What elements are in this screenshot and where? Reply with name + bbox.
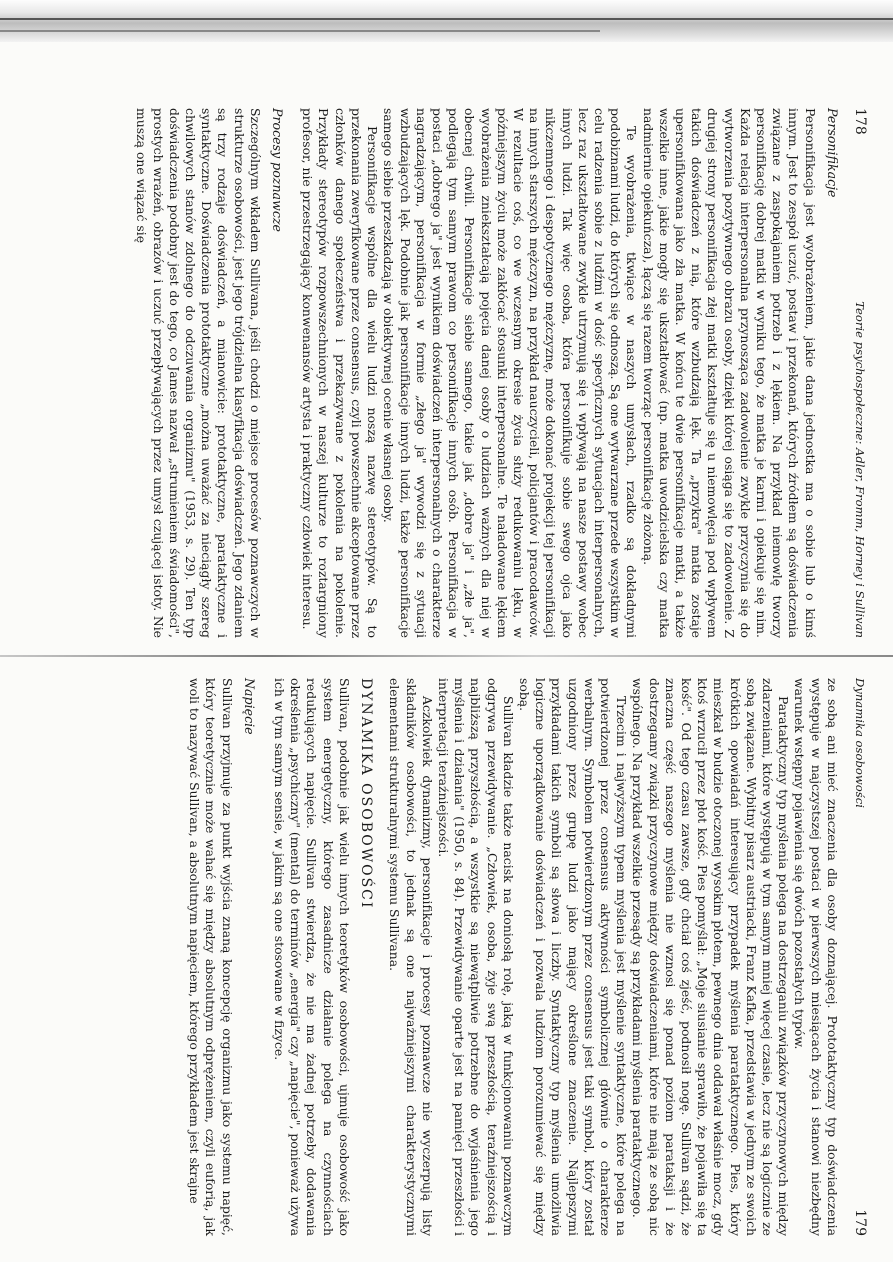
section-title: Procesy poznawcze [270, 108, 286, 232]
running-header [852, 108, 868, 638]
page-number: 179 [852, 1209, 868, 1236]
scan-artifact-line [0, 30, 600, 32]
running-head-title: Teorie psychospołeczne: Adler, Fromm, Horney i Sullivan [853, 301, 867, 638]
page-179 [58, 678, 868, 1236]
paragraph: Parataktyczny typ myślenia polega na dostrzeganiu związków przyczynowych między zdarzeniami, które występują w tym samym mniej więcej czasie, lecz nie są logicznie ze sobą związane. Wybitny pisarz austriacki, Franz Kafka, przedstawia w jednym ze swoich krótkich opowiadań interesujący przypadek myślenia parataktycznego. Pies, który mieszkał w budzie otoczonej wysokim płotem, pewnego dnia oddawał właśnie mocz, gdy ktoś wrzucił przez płot kość. Pies pomyślał: „Moje siusianie sprawiło, że pojawiła się ta kość". Od tego czasu zawsze, gdy chciał coś zjeść, podnosił nogę. Sullivan sądzi, że znaczna część naszego myślenia nie wznosi się ponad poziom parataksji i że dostrzegamy związki przyczynowe między doświadczeniami, które nie mają ze sobą nic wspólnego. Na przykład wszelkie przesądy są przykładami myślenia parataktycznego. [630, 678, 792, 1236]
page-fold-divider [0, 655, 893, 657]
section-title: Personifikacje [824, 108, 840, 198]
paragraph: Personifikacje wspólne dla wielu ludzi noszą nazwę stereotypów. Są to przekonania zweryfikowane przez consensus, czyli powszechnie akceptowane przez członków danego społeczeństwa i przekazywane z pokolenia na pokolenie. Przykłady stereotypów rozpowszechnionych w naszej kulturze to roztargniony profesor, nie przestrzegający konwenansów artysta i praktyczny człowiek interesu. [300, 108, 381, 638]
running-header [852, 678, 868, 1236]
chapter-title: DYNAMIKA OSOBOWOŚCI [358, 678, 375, 910]
paragraph: Te wyobrażenia, tkwiące w naszych umysłach, rzadko są dokładnymi podobiznami ludzi, do których się odnoszą. Są one wytwarzane przede wszystkim w celu radzenia sobie z ludźmi w dość specyficznych sytuacjach interpersonalnych, lecz raz ukształtowane zwykle utrzymują się i wpływają na nasze postawy wobec innych ludzi. Tak więc osoba, która personifikuje sobie swego ojca jako nikczemnego i despotycznego mężczyznę, może dokonać projekcji tej personifikacji na innych starszych mężczyzn, na przykład nauczycieli, policjantów i pracodawców. W rezultacie coś, co we wczesnym okresie życia służy redukowaniu lęku, w późniejszym życiu może zakłócać stosunki interpersonalne. Te naładowane lękiem wyobrażenia zniekształcają pojęcia danej osoby o ludziach ważnych dla niej w obecnej chwili. Personifikacje siebie samego, takie jak „dobre ja" i „złe ja", podlegają tym samym prawom co personifikacje innych osób. Personifikacja w postaci „dobrego ja" jest wynikiem doświadczeń interpersonalnych o charakterze nagradzającym, personifikacja w formie „złego ja" wywodzi się z sytuacji wzbudzających lęk. Podobnie jak personifikacje innych ludzi, także personifikacje samego siebie przeszkadzają w obiektywnej ocenie własnej osoby. [381, 108, 640, 638]
paragraph: ze sobą ani mieć znaczenia dla osoby doznającej. Prototaktyczny typ doświadczenia występuje w najczystszej postaci w pierwszych miesiącach życia i stanowi niezbędny warunek wstępny pojawienia się dwóch pozostałych typów. [792, 678, 840, 1236]
page-number: 178 [852, 108, 868, 135]
paragraph: Aczkolwiek dynamizmy, personifikacje i procesy poznawcze nie wyczerpują listy składników osobowości, to jednak są one najważniejszymi charakterystycznymi elementami strukturalnymi systemu Sullivana. [387, 678, 435, 1236]
paragraph: Sullivan, podobnie jak wielu innych teoretyków osobowości, ujmuje osobowość jako system energetyczny, którego zasadnicze działanie polega na czynnościach redukujących napięcie. Sullivan stwierdza, że nie ma żadnej potrzeby dodawania określenia „psychiczny" (mental) do terminów „energia" czy „napięcie", ponieważ używa ich w tym samym sensie, w jakim są one stosowane w fizyce. [272, 678, 352, 1236]
running-head-title: Dynamika osobowości [853, 678, 867, 808]
section-title: Napięcie [241, 678, 257, 735]
scan-artifact-line [0, 18, 893, 20]
paragraph: Sullivan przyjmuje za punkt wyjścia znaną koncepcję organizmu jako systemu napięć, który teoretycznie może wahać się między absolutnym odprężeniem, czyli euforią, jak woli to nazywać Sullivan, a absolutnym napięciem, którego przykładem jest skrajne [187, 678, 235, 1236]
scan-top-edge [0, 0, 893, 42]
page-178 [58, 108, 868, 638]
paragraph: Trzecim i najwyższym typem myślenia jest myślenie syntaktyczne, które polega na potwierdzonej przez consensus aktywności symbolicznej głównie o charakterze werbalnym. Symbolem potwierdzonym przez consensus jest taki symbol, który został uzgodniony przez grupę ludzi jako mający określone znaczenie. Najlepszymi przykładami takich symboli są słowa i liczby. Syntaktyczny typ myślenia umożliwia logiczne uporządkowanie doświadczeń i pozwala ludziom porozumiewać się między sobą. [516, 678, 630, 1236]
paragraph: Szczególnym wkładem Sullivana, jeśli chodzi o miejsce procesów poznawczych w strukturze osobowości, jest jego trójdzielna klasyfikacja doświadczeń. Jego zdaniem są trzy rodzaje doświadczeń, a mianowicie: prototaktyczne, parataktyczne i syntaktyczne. Doświadczenia prototaktyczne „można uważać za nieciągły szereg chwilowych stanów zdolnego do odczuwania organizmu" (1953, s. 29). Ten typ doświadczenia podobny jest do tego, co James nazwał „strumieniem świadomości", prostych wrażeń, obrazów i uczuć przepływających przez umysł czującej istoty. Nie muszą one wiązać się [134, 108, 263, 638]
paragraph: Personifikacja jest wyobrażeniem, jakie dana jednostka ma o sobie lub o kimś innym. Jest to zespół uczuć, postaw i przekonań, których źródłem są doświadczenia związane z zaspokajaniem potrzeb i z lękiem. Na przykład niemowlę tworzy personifikację dobrej matki w wyniku tego, że matka je karmi i opiekuje się nim. Każda relacja interpersonalna przynosząca zadowolenie zwykle przyczynia się do wytworzenia pozytywnego obrazu osoby, dzięki której osiąga się to zadowolenie. Z drugiej strony personifikacja złej matki kształtuje się u niemowlęcia pod wpływem takich doświadczeń z nią, które wzbudzają lęk. Ta „przykra" matka zostaje upersonifikowana jako zła matka. W końcu te dwie personifikacje matki, a także wszelkie inne, jakie mogły się ukształtować (np. matka uwodzicielska czy matka nadmiernie opiekuńcza), łączą się razem tworząc personifikację złożoną. [640, 108, 818, 638]
paragraph: Sullivan kładzie także nacisk na doniosłą rolę, jaką w funkcjonowaniu poznawczym odgrywa przewidywanie. „Człowiek, osoba, żyje swą przeszłością, teraźniejszością i najbliższą przyszłością, a wszystkie są niewątpliwie potrzebne do wyjaśnienia jego myślenia i działania" (1950, s. 84). Przewidywanie oparte jest na pamięci przeszłości i interpretacji teraźniejszości. [435, 678, 516, 1236]
